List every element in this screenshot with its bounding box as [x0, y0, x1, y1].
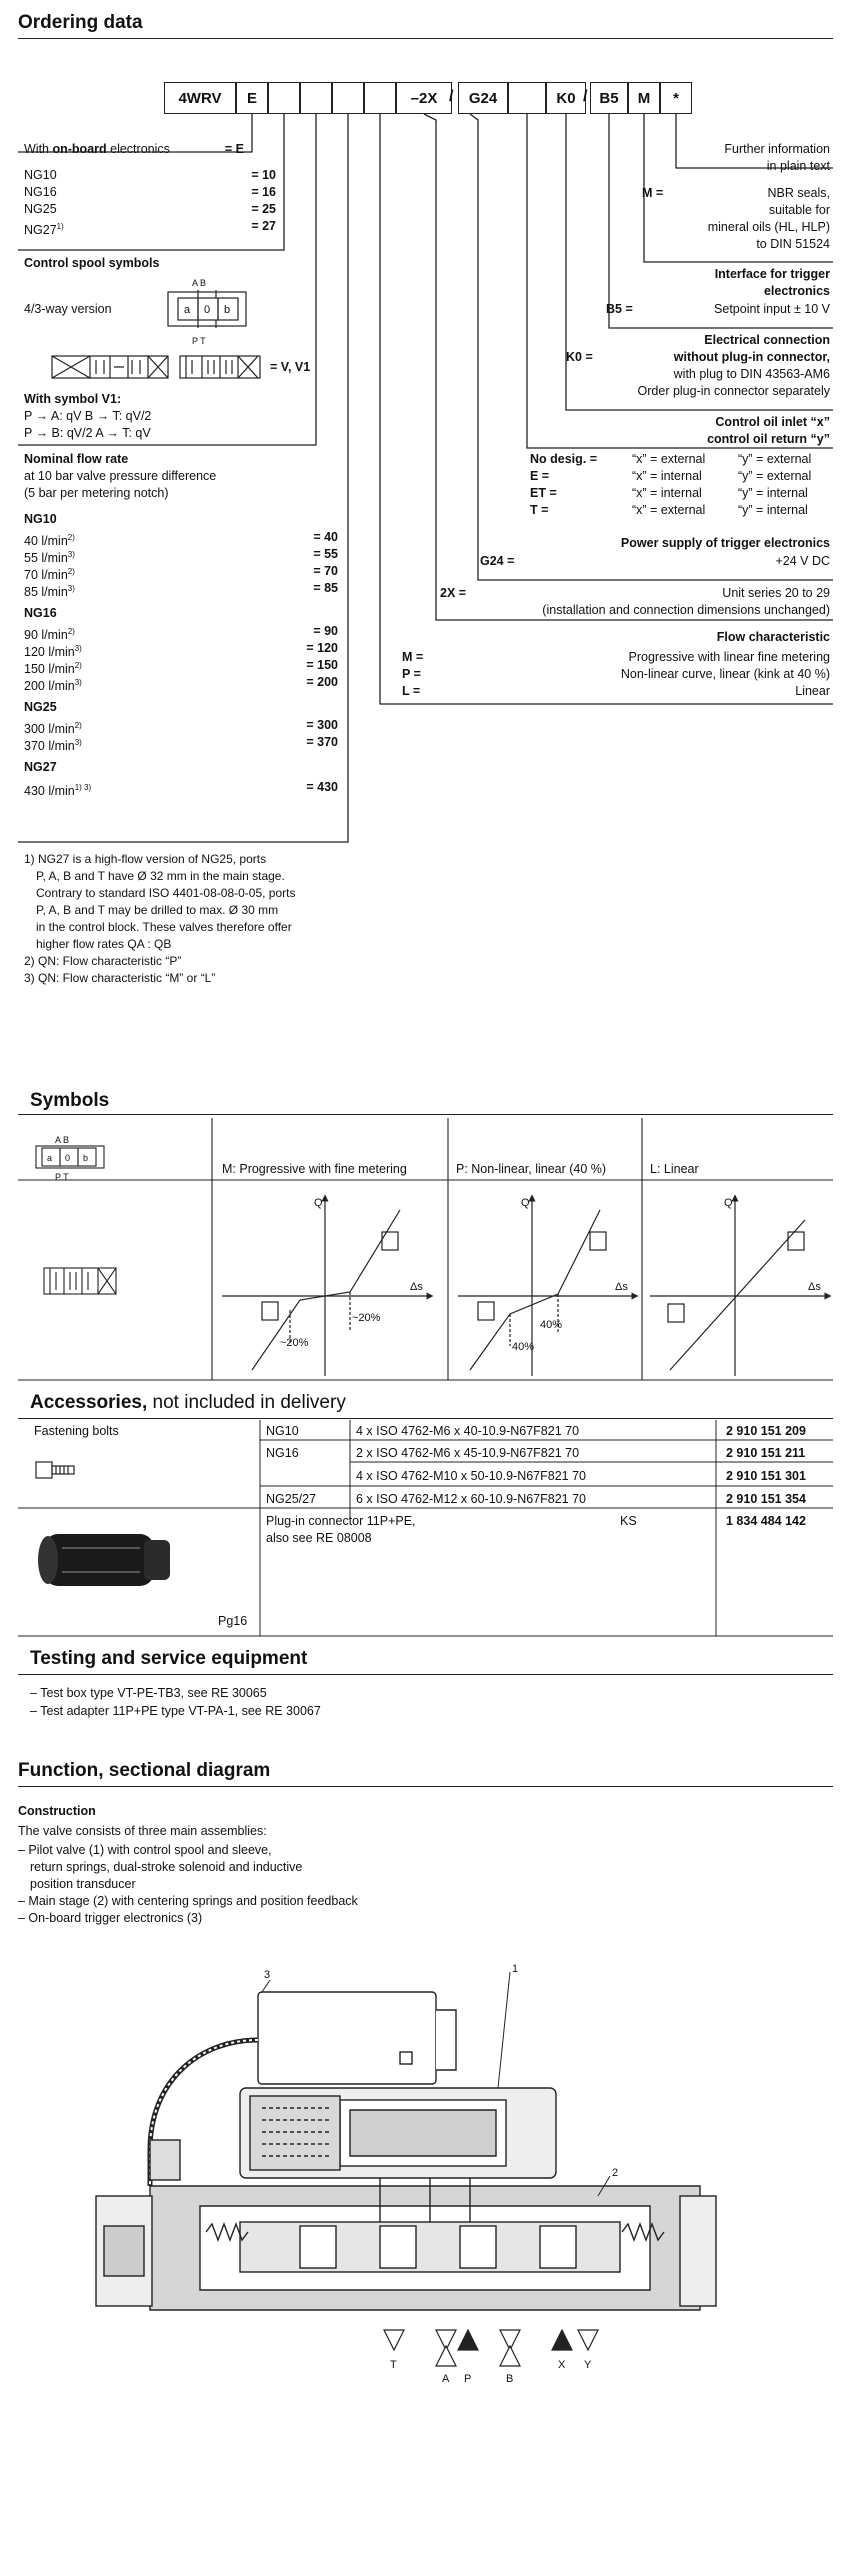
m-text: NBR seals, [767, 186, 830, 200]
flow-row-label: 300 $l/\min^{2)}$ [24, 721, 82, 737]
acc-ng: NG25/27 [266, 1492, 317, 1506]
port-y-arrow [578, 2330, 598, 2350]
g24-code: G24 = [480, 554, 515, 568]
flow-row-label: 150 $l/\min^{2)}$ [24, 661, 82, 677]
k0-code: K0 = [566, 350, 593, 364]
construction-item: return springs, dual-stroke solenoid and inductive [30, 1860, 303, 1874]
power-title: Power supply of trigger electronics [620, 536, 830, 550]
construction-item: – Main stage (2) with centering springs and position feedback [18, 1894, 358, 1908]
2x-code: 2X = [440, 586, 467, 600]
flow-row-code: = 55 [313, 547, 338, 561]
acc-ng: NG16 [266, 1446, 299, 1460]
construction-item: position transducer [30, 1877, 136, 1891]
code-box-4wrv: 4WRV [164, 82, 236, 114]
flowchar-code: L = [402, 684, 421, 698]
port-ab-label: A B [55, 1135, 70, 1145]
callout-2: 2 [612, 2167, 619, 2179]
oil-y: “y” = internal [738, 486, 808, 500]
v1-title: With symbol V1: [24, 392, 122, 406]
flowchar-text: Non-linear curve, linear (kink at 40 %) [620, 667, 830, 681]
oil-y: “y” = external [738, 452, 812, 466]
k0-text: Order plug-in connector separately [637, 384, 830, 398]
pct-label: ~20% [280, 1337, 309, 1349]
testing-item: – Test adapter 11P+PE type VT-PA-1, see RE 30067 [30, 1704, 321, 1718]
axis-s-label: Δs [615, 1281, 628, 1293]
construction-item: – Pilot valve (1) with control spool and sleeve, [18, 1843, 272, 1857]
spool-title: Control spool symbols [24, 256, 160, 270]
symbol-col-p: P: Non-linear, linear (40 %) [456, 1162, 607, 1176]
oil-x: “x” = internal [632, 469, 702, 483]
testing-item: – Test box type VT-PE-TB3, see RE 30065 [30, 1686, 267, 1700]
callout-1: 1 [512, 1963, 519, 1975]
acc-part: 2 910 151 354 [726, 1492, 806, 1506]
b5-text: Setpoint input ± 10 V [714, 302, 830, 316]
flow-row-code: = 370 [306, 735, 338, 749]
m-text: mineral oils (HL, HLP) [707, 220, 830, 234]
flow-group-title: NG25 [24, 700, 57, 714]
oil-y: “y” = external [738, 469, 812, 483]
axis-s-label: Δs [808, 1281, 821, 1293]
m-text: to DIN 51524 [756, 237, 830, 251]
callout-3: 3 [264, 1969, 271, 1981]
acc-desc: 4 x ISO 4762-M6 x 40-10.9-N67F821 70 [356, 1424, 580, 1438]
code-box-star: * [660, 82, 692, 114]
svg-text:a: a [47, 1153, 53, 1163]
spool-letter: a [184, 304, 191, 316]
k0-text: without plug-in connector, [673, 350, 830, 364]
footnote-line: in the control block. These valves therefore offer [36, 920, 292, 934]
acc-ng: NG10 [266, 1424, 299, 1438]
symbol-col-m: M: Progressive with fine metering [222, 1162, 407, 1176]
ng-label: NG25 [24, 202, 57, 216]
flow-sub: (5 bar per metering notch) [24, 486, 169, 500]
v-code: = V, V1 [270, 360, 311, 374]
flow-row-label: 85 $l/\min^{3)}$ [24, 584, 75, 600]
onboard-code: = E [224, 142, 244, 156]
flow-row-code: = 430 [306, 780, 338, 794]
m-text: suitable for [768, 203, 830, 217]
elec-title: Electrical connection [704, 333, 830, 347]
plug-part: 1 834 484 142 [726, 1514, 806, 1528]
axis-s-label: Δs [410, 1281, 423, 1293]
symbol-col-l: L: Linear [650, 1162, 699, 1176]
symbols-title: Symbols [30, 1090, 110, 1111]
flow-row-code: = 120 [306, 641, 338, 655]
v1-line: P → A: qV B → T: qV/2 [24, 409, 152, 423]
2x-text: Unit series 20 to 29 [722, 586, 830, 600]
port-b-arrow [500, 2346, 520, 2366]
flow-row-label: 120 $l/\min^{3)}$ [24, 644, 82, 660]
code-slash: / [583, 88, 588, 105]
oil-code: T = [530, 503, 549, 517]
port-a-label: A [442, 2373, 450, 2385]
pct-label: 40% [540, 1319, 563, 1331]
svg-text:0: 0 [65, 1153, 71, 1163]
acc-desc: 2 x ISO 4762-M6 x 45-10.9-N67F821 70 [356, 1446, 580, 1460]
port-t-arrow [384, 2330, 404, 2350]
flow-row-label: 70 $l/\min^{2)}$ [24, 567, 75, 583]
function-title: Function, sectional diagram [18, 1760, 271, 1781]
plug-ks: KS [620, 1514, 637, 1528]
further-text: in plain text [766, 159, 830, 173]
footnote-line: 3) QN: Flow characteristic “M” or “L” [24, 971, 216, 985]
port-y-label: Y [584, 2359, 592, 2371]
flow-row-code: = 300 [306, 718, 338, 732]
flow-row-label: 370 $l/\min^{3)}$ [24, 738, 82, 754]
port-p-arrow [458, 2330, 478, 2350]
footnote-line: P, A, B and T have Ø 32 mm in the main stage. [36, 869, 285, 883]
flow-group-title: NG10 [24, 512, 57, 526]
port-p-label: P [464, 2373, 472, 2385]
ordering-title: Ordering data [18, 12, 143, 33]
oil-title: Control oil inlet “x” [715, 415, 830, 429]
oil-y: “y” = internal [738, 503, 808, 517]
flowchar-code: M = [402, 650, 424, 664]
bolts-label: Fastening bolts [34, 1424, 119, 1438]
acc-part: 2 910 151 301 [726, 1469, 806, 1483]
construction-item: – On-board trigger electronics (3) [18, 1911, 203, 1925]
ng-code: = 25 [251, 202, 276, 216]
interface-title: electronics [763, 284, 830, 298]
pct-label: ~20% [352, 1312, 381, 1324]
port-b-label: B [506, 2373, 514, 2385]
spool-letter: 0 [204, 304, 211, 316]
oil-code: No desig. = [530, 452, 598, 466]
flow-row-code: = 70 [313, 564, 338, 578]
flow-title: Nominal flow rate [24, 452, 129, 466]
flow-row-code: = 200 [306, 675, 338, 689]
accessories-title: Accessories, not included in delivery [30, 1392, 346, 1413]
ng-code: = 16 [251, 185, 276, 199]
k0-text: with plug to DIN 43563-AM6 [673, 367, 830, 381]
flow-row-label: 430 $l/\min^{1) 3)}$ [24, 783, 92, 799]
g24-text: +24 V DC [775, 554, 830, 568]
code-box-m: M [628, 82, 660, 114]
ng-code: = 27 [251, 219, 276, 233]
2x-text: (installation and connection dimensions unchanged) [542, 603, 830, 617]
flow-group-title: NG16 [24, 606, 57, 620]
b5-code: B5 = [606, 302, 633, 316]
pg16-label: Pg16 [218, 1614, 248, 1628]
flow-row-code: = 85 [313, 581, 338, 595]
port-pt-label: P T [55, 1172, 69, 1182]
further-text: Further information [724, 142, 830, 156]
port-x-label: X [558, 2359, 566, 2371]
interface-title: Interface for trigger [714, 267, 830, 281]
construction-intro: The valve consists of three main assemblies: [18, 1824, 267, 1838]
flow-row-label: 200 $l/\min^{3)}$ [24, 678, 82, 694]
oil-x: “x” = external [632, 452, 706, 466]
code-box-k0: K0 [546, 82, 586, 114]
acc-desc: 6 x ISO 4762-M12 x 60-10.9-N67F821 70 [356, 1492, 586, 1506]
flow-row-label: 55 $l/\min^{3)}$ [24, 550, 75, 566]
plug-desc: Plug-in connector 11P+PE, [266, 1514, 416, 1528]
flow-row-label: 90 $l/\min^{2)}$ [24, 627, 75, 643]
ng-label: NG27$^{1)}$ [24, 222, 64, 238]
footnote-line: P, A, B and T may be drilled to max. Ø 30 mm [36, 903, 279, 917]
code-box-e: E [236, 82, 268, 114]
oil-code: E = [530, 469, 550, 483]
m-code: M = [642, 186, 664, 200]
footnote-line: 1) NG27 is a high-flow version of NG25, ports [24, 852, 267, 866]
axis-q-label: Q [521, 1197, 530, 1209]
v1-line: P → B: qV/2 A → T: qV [24, 426, 151, 440]
code-slash: / [449, 88, 454, 105]
axis-q-label: Q [724, 1197, 733, 1209]
flow-row-code: = 40 [313, 530, 338, 544]
port-x-arrow [552, 2330, 572, 2350]
construction-title: Construction [18, 1804, 96, 1818]
svg-text:P T: P T [192, 336, 206, 346]
flow-group-title: NG27 [24, 760, 57, 774]
flowchar-title: Flow characteristic [716, 630, 830, 644]
flow-row-label: 40 $l/\min^{2)}$ [24, 533, 75, 549]
acc-part: 2 910 151 211 [726, 1446, 806, 1460]
testing-title: Testing and service equipment [30, 1648, 308, 1669]
code-box-2x: –2X [396, 82, 452, 114]
flow-row-code: = 150 [306, 658, 338, 672]
port-t-label: T [390, 2359, 397, 2371]
oil-x: “x” = internal [632, 486, 702, 500]
way-label: 4/3-way version [24, 302, 112, 316]
oil-title: control oil return “y” [707, 432, 830, 446]
footnote-line: 2) QN: Flow characteristic “P” [24, 954, 182, 968]
oil-code: ET = [530, 486, 557, 500]
plug-desc: also see RE 08008 [266, 1531, 372, 1545]
acc-desc: 4 x ISO 4762-M10 x 50-10.9-N67F821 70 [356, 1469, 586, 1483]
pct-label: 40% [512, 1341, 535, 1353]
flow-row-code: = 90 [313, 624, 338, 638]
footnote-line: Contrary to standard ISO 4401-08-08-0-05, ports [36, 886, 296, 900]
onboard-label: With on-board electronics [24, 142, 170, 156]
acc-part: 2 910 151 209 [726, 1424, 806, 1438]
ng-code: = 10 [251, 168, 276, 182]
flowchar-text: Progressive with linear fine metering [628, 650, 830, 664]
ng-label: NG10 [24, 168, 57, 182]
flowchar-text: Linear [795, 684, 830, 698]
code-box-g24: G24 [458, 82, 508, 114]
ng-label: NG16 [24, 185, 57, 199]
port-a-arrow [436, 2346, 456, 2366]
svg-text:A B: A B [192, 278, 207, 288]
flowchar-code: P = [402, 667, 421, 681]
flow-sub: at 10 bar valve pressure difference [24, 469, 217, 483]
oil-x: “x” = external [632, 503, 706, 517]
spool-letter: b [224, 304, 231, 316]
footnote-line: higher flow rates QA : QB [36, 937, 172, 951]
axis-q-label: Q [314, 1197, 323, 1209]
code-box-b5: B5 [590, 82, 628, 114]
svg-text:b: b [83, 1153, 89, 1163]
